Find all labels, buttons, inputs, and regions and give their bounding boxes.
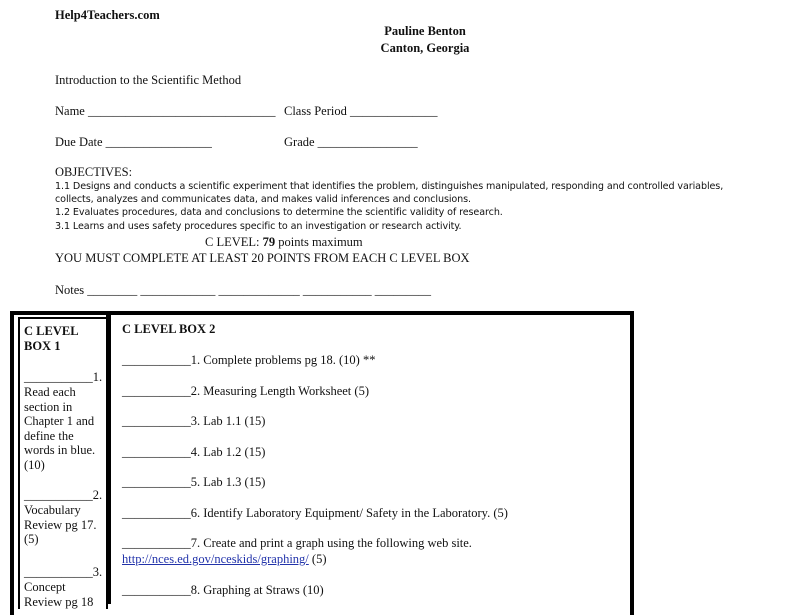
box2-item: ___________8. Graphing at Straws (10) (122, 583, 324, 597)
box1-item-num[interactable]: ___________2. (24, 488, 103, 502)
box2-item: ___________4. Lab 1.2 (15) (122, 445, 266, 459)
box2-item: ___________5. Lab 1.3 (15) (122, 475, 266, 489)
objectives-heading: OBJECTIVES: (55, 165, 133, 179)
name-field[interactable]: Name ______________________________ (55, 104, 276, 118)
points-suffix: points maximum (278, 235, 363, 249)
box1-item-text: Read each section in Chapter 1 and define the words in blue. (10) (24, 385, 96, 472)
box1-item-text: Concept Review pg 18 (24, 580, 94, 609)
site-name: Help4Teachers.com (55, 8, 160, 22)
box2-item: ___________1. Complete problems pg 18. (10) ** (122, 353, 376, 367)
c-level-label: C LEVEL: (205, 235, 260, 249)
box2-item: ___________2. Measuring Length Worksheet (5) (122, 384, 369, 398)
due-date-field[interactable]: Due Date _________________ (55, 135, 212, 149)
link-points: (5) (308, 552, 327, 566)
box1-item-num[interactable]: ___________3. (24, 565, 103, 579)
box2-item: ___________7. Create and print a graph using the following web site. (122, 536, 472, 550)
notes-field[interactable]: Notes ________ ____________ _____________ ___________ _________ (55, 283, 432, 297)
graphing-link[interactable]: http://nces.ed.gov/nceskids/graphing/ (122, 552, 309, 566)
box2-item: ___________6. Identify Laboratory Equipment/ Safety in the Laboratory. (5) (122, 506, 508, 520)
objective-line: 1.2 Evaluates procedures, data and conclusions to determine the scientific validity of research. (55, 207, 503, 218)
box2-link-line (122, 552, 326, 567)
objective-line: collects, analyzes and communicates data, and makes valid inferences and conclusions. (55, 194, 472, 205)
c-level-box-1 (18, 317, 108, 609)
objective-line: 3.1 Learns and uses safety procedures specific to an investigation or research activity. (55, 221, 462, 232)
requirement: YOU MUST COMPLETE AT LEAST 20 POINTS FROM EACH C LEVEL BOX (55, 251, 470, 265)
location: Canton, Georgia (380, 41, 470, 55)
author: Pauline Benton (384, 24, 466, 38)
box2-item: ___________3. Lab 1.1 (15) (122, 414, 266, 428)
worksheet-title: Introduction to the Scientific Method (55, 73, 242, 87)
grade-field[interactable]: Grade ________________ (284, 135, 418, 149)
c-level-points (205, 235, 363, 250)
box1-title: C LEVEL BOX 1 (24, 324, 78, 353)
box1-item-text: Vocabulary Review pg 17. (5) (24, 503, 97, 546)
class-period-field[interactable]: Class Period ______________ (284, 104, 438, 118)
box2-title: C LEVEL BOX 2 (122, 322, 216, 336)
box1-item-num[interactable]: ___________1. (24, 370, 103, 384)
points-value: 79 (262, 235, 276, 249)
objective-line: 1.1 Designs and conducts a scientific experiment that identifies the problem, distinguishes manipulated, responding and controlled variables, (55, 181, 724, 192)
